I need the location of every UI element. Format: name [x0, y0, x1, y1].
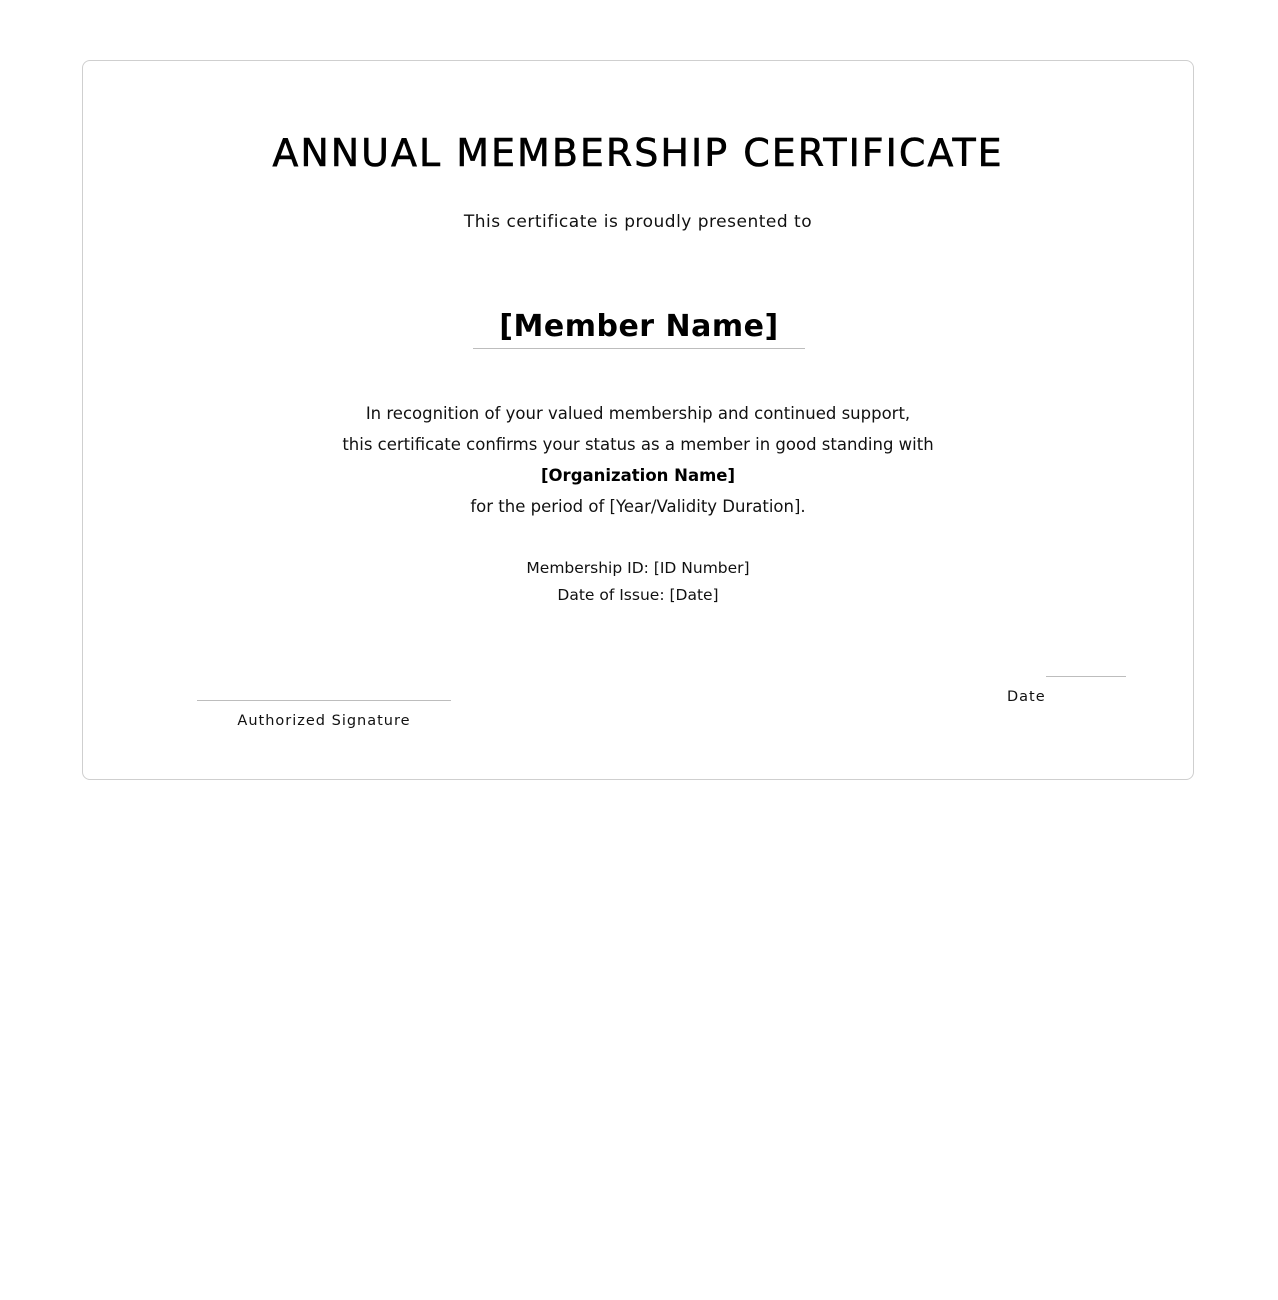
signature-label: Authorized Signature — [237, 713, 411, 729]
validity-period: for the period of [Year/Validity Duration]. — [470, 497, 806, 516]
signature-block — [197, 700, 451, 729]
membership-id: Membership ID: [ID Number] — [526, 559, 750, 577]
certificate-meta — [83, 555, 1193, 609]
member-name-field — [473, 309, 805, 349]
certificate-card — [82, 60, 1194, 780]
recognition-paragraph — [83, 398, 1193, 522]
date-of-issue: Date of Issue: [Date] — [557, 586, 719, 604]
recognition-line-1: In recognition of your valued membership and continued support, — [365, 404, 911, 423]
member-name: [Member Name] — [499, 309, 779, 344]
recognition-line-2: this certificate confirms your status as a member in good standing with — [342, 435, 934, 454]
organization-name: [Organization Name] — [540, 466, 736, 485]
signature-line — [197, 700, 451, 701]
certificate-title: ANNUAL MEMBERSHIP CERTIFICATE — [272, 131, 1004, 175]
date-line — [1046, 676, 1126, 677]
date-label: Date — [1007, 689, 1046, 705]
presented-to-text: This certificate is proudly presented to — [463, 212, 813, 232]
